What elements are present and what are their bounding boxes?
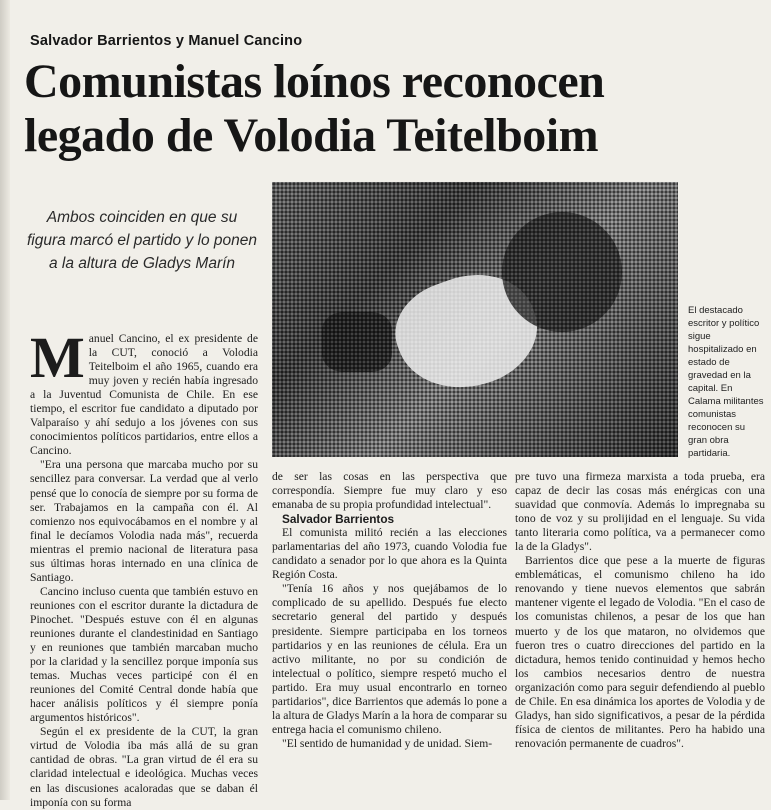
paragraph: "El sentido de humanidad y de unidad. Siem-: [282, 736, 493, 750]
headline-line-1: Comunistas loínos reconocen: [24, 55, 605, 108]
paragraph: de ser las cosas en las perspectiva que correspondía. Siempre fue muy claro y eso emanaba de su propia profundidad intelectual".: [272, 470, 507, 512]
drop-cap: M: [30, 325, 85, 390]
paragraph: "Era una persona que marcaba mucho por su sencillez para conversar. La verdad que al verlo pensé que lo conocía de siempre por su forma de ser. Trabajamos en la campaña con él. Al comienzo nos equivocábamos en el nombre y al final le decíamos Volodia nada más", recuerda mientras el premio nacional de literatura pasa sus últimas horas internado en una clínica de Santiago.: [30, 458, 258, 584]
photo-halftone-overlay: [272, 182, 678, 457]
paragraph: "Tenía 16 años y nos quejábamos de lo complicado de su apellido. Después fue electo secretario general del partido y después presidente. Siempre participaba en los torneos partidarios y en las reuniones de célula. Era un activo militante, no por su condición de intelectual o político, siempre respetó mucho el partido. Era muy usual encontrarlo en torneo partidarios", dice Barrientos que además lo pone a la altura de Gladys Marín a la hora de comparar su entrega hacia el comunismo chileno.: [272, 582, 507, 736]
page-edge: [0, 0, 10, 800]
article-column-3: [515, 470, 765, 751]
photo-caption: El destacado escritor y político sigue hospitalizado en estado de gravedad en la capital. En Calama militantes comunistas reconocen su gran obra partidaria.: [688, 305, 764, 459]
article-column-1: [30, 325, 258, 810]
paragraph: pre tuvo una firmeza marxista a toda prueba, era capaz de decir las cosas más enérgicas con una suavidad que conmovía. Además lo impregnaba su tono de voz y su prolijidad en el lenguaje. Su vida tanto literaria como política, va a permanecer como la de la Gladys".: [515, 470, 765, 554]
paragraph: Según el ex presidente de la CUT, la gran virtud de Volodia iba más allá de su gran cantidad de obras. "La gran virtud de él era su claridad intelectual e ideológica. Muchas veces en las discusiones acaloradas que se daban él imponía con su forma: [30, 725, 258, 809]
deck-subtitle: Ambos coinciden en que su figura marcó el partido y lo ponen a la altura de Gladys Marín: [26, 209, 258, 272]
paragraph: Barrientos dice que pese a la muerte de figuras emblemáticas, el comunismo chileno ha ido renovando y tiene nuevos elementos que sabrán mantener vigente el legado de Volodia. "En el caso de los comunistas chilenos, a pesar de los que han muerto y de los que mataron, no olvidemos que fueron tres o cuatro direcciones del partido en la dictadura, hemos tenido continuidad y hemos hecho los cambios necesarios dentro de nuestra organización como para seguir defendiendo al pueblo de Chile. En esa dinámica los aportes de Volodia y de Gladys, han sido significativos, a pesar de la pérdida física de cientos de militantes. Pero ha habido una renovación permanente de cuadros".: [515, 554, 765, 750]
paragraph-text: anuel Cancino, el ex presidente de la CUT, conoció a Volodia Teitelboim el año 1965, cuando era muy joven y recién había ingresado a la Juventud Comunista de Chile. En ese tiempo, el escritor fue candidato a diputado por Valparaíso y ahí sedujo a los jóvenes con sus conocimientos políticos partidarios, entre ellos a Cancino.: [30, 332, 258, 458]
paragraph: El comunista militó recién a las elecciones parlamentarias del año 1973, cuando Volodia fue candidato a senador por lo que ahora es la Quinta Región Costa.: [272, 526, 507, 582]
section-subhead: Salvador Barrientos: [282, 512, 395, 527]
headline: [24, 55, 764, 163]
byline: Salvador Barrientos y Manuel Cancino: [30, 33, 303, 49]
headline-line-2: legado de Volodia Teitelboim: [24, 109, 599, 162]
paragraph: [30, 325, 258, 458]
halftone-photo: [272, 182, 678, 457]
paragraph: Cancino incluso cuenta que también estuvo en reuniones con el escritor durante la dictadura de Pinochet. "Después estuve con él en algunas reuniones durante el clandestinidad en Santiago y en reuniones que también marcaban mucho por la claridad y la sencillez porque imponía sus temas. Muchas veces participé con él en reuniones del Comité Central donde había que hacer análisis políticos y él siempre ponía argumentos históricos".: [30, 584, 258, 725]
article-column-2: [272, 470, 507, 751]
